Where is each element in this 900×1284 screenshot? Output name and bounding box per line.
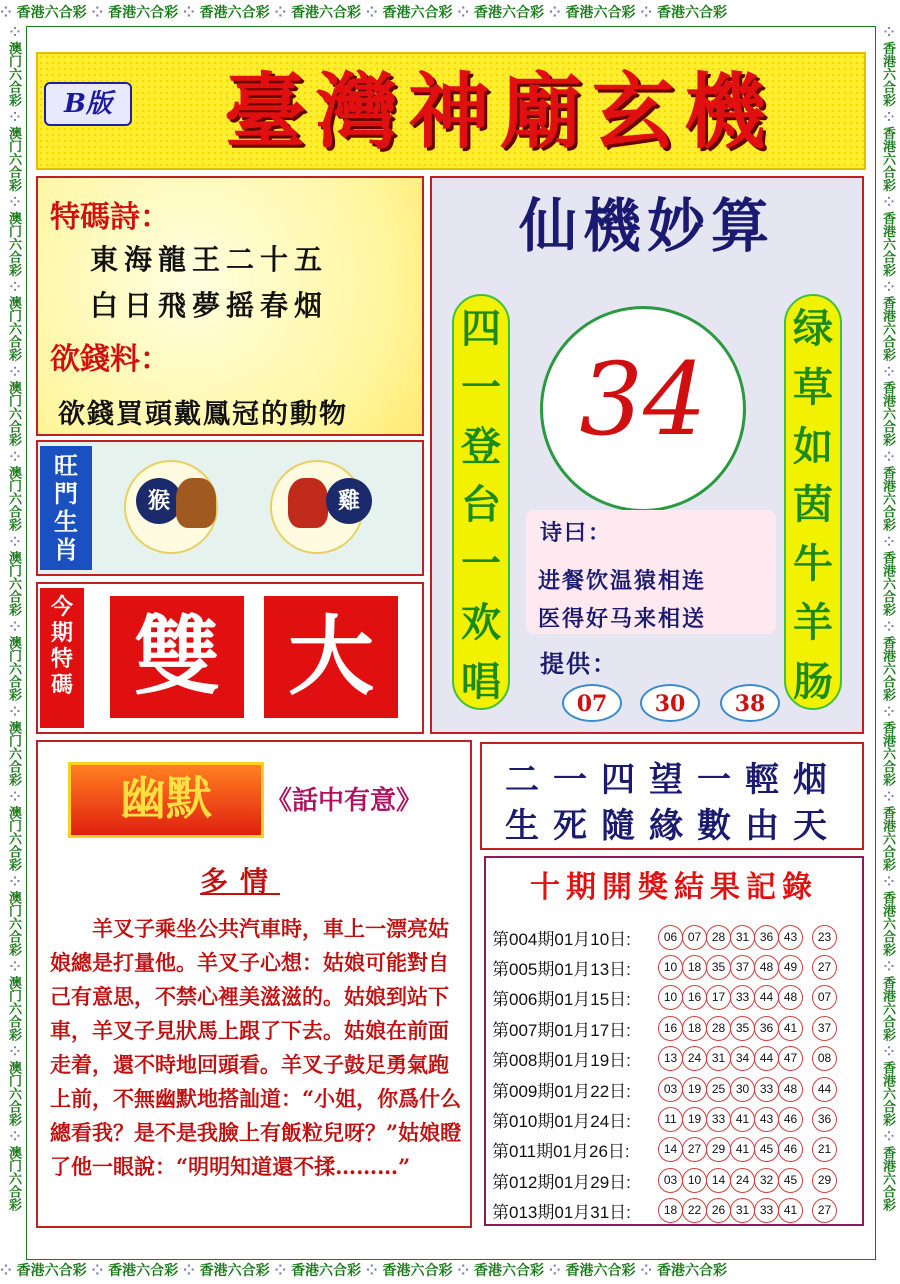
record-label: 第006期01月15日:	[492, 990, 631, 1010]
result-ball: 43	[754, 1107, 779, 1132]
frame-dots: ⁘	[0, 5, 17, 21]
prophecy-line-1: 二一四望一輕烟	[505, 760, 841, 800]
tag-char: 特	[50, 646, 73, 672]
result-ball: 48	[778, 1077, 803, 1102]
result-ball: 06	[658, 925, 683, 950]
record-label: 第010期01月24日:	[492, 1111, 631, 1131]
frame-dots: ⁘	[880, 531, 895, 552]
poem-line-2: 白日飛夢摇春烟	[90, 289, 329, 322]
tag-char: 今	[50, 594, 73, 620]
poem-line-1: 東海龍王二十五	[90, 243, 329, 276]
special-ball: 08	[812, 1046, 837, 1071]
frame-brand-text: 香港六合彩	[199, 1263, 270, 1279]
frame-dots: ⁘	[880, 106, 895, 127]
rooster-ball: 雞	[326, 478, 372, 524]
special-ball: 23	[812, 925, 837, 950]
story-text: 羊叉子乘坐公共汽車時，車上一漂亮姑娘總是打量他。羊叉子心想：姑娘可能對自己有意思，不禁心裡美滋滋的。姑娘到站下車，羊叉子見狀馬上跟了下去。姑娘在前面走着，還不時地回頭看。羊叉子鼓足勇氣跑上前，不無幽默地搭訕道：“小姐，你爲什么總看我？是不是我臉上有飯粒兒呀？”姑娘瞪了他一眼說：“明明知道還不揉………”	[50, 916, 462, 1179]
tag-char: 門	[54, 479, 78, 508]
record-row	[492, 1104, 862, 1134]
riddle-line: 欲錢買頭戴鳳冠的動物	[58, 399, 348, 430]
record-label: 第007期01月17日:	[492, 1020, 631, 1040]
record-label: 第005期01月13日:	[492, 959, 631, 979]
frame-brand-text: 香港六合彩	[16, 5, 87, 21]
frame-dots: ⁘	[880, 276, 895, 297]
frame-brand-text: 香港六合彩	[880, 636, 895, 702]
story-title: 多情	[200, 865, 281, 898]
frame-brand-text: 香港六合彩	[880, 806, 895, 871]
result-ball: 16	[658, 1016, 683, 1041]
frame-dots: ⁘	[880, 446, 895, 467]
frame-dots: ⁘	[452, 5, 475, 21]
frame-dots: ⁘	[6, 701, 21, 722]
frame-brand-text: 澳门六合彩	[6, 381, 21, 447]
frame-brand-text: 香港六合彩	[16, 1263, 87, 1279]
frame-dots: ⁘	[880, 871, 895, 891]
poem-label: 特碼詩：	[50, 200, 170, 235]
record-label: 第008期01月19日:	[492, 1051, 631, 1071]
record-row	[492, 1013, 862, 1043]
frame-dots: ⁘	[880, 616, 895, 637]
lucky-zodiac-tag	[40, 446, 92, 570]
record-label: 第012期01月29日:	[492, 1172, 631, 1192]
frame-brand-text: 香港六合彩	[880, 721, 895, 787]
result-ball: 31	[706, 1046, 731, 1071]
result-ball: 49	[778, 955, 803, 980]
special-ball: 29	[812, 1168, 837, 1193]
result-ball: 25	[706, 1077, 731, 1102]
frame-brand-text: 香港六合彩	[291, 1263, 362, 1279]
prophecy-line-2: 生死隨緣數由天	[505, 806, 841, 846]
bottom-brand-strip	[0, 1258, 900, 1284]
left-verse-pill	[452, 294, 510, 710]
frame-brand-text: 香港六合彩	[565, 5, 636, 21]
result-ball: 30	[730, 1077, 755, 1102]
frame-brand-text: 香港六合彩	[474, 5, 545, 21]
frame-brand-text: 澳门六合彩	[6, 211, 21, 277]
frame-dots: ⁘	[178, 1263, 200, 1279]
record-row	[492, 922, 862, 952]
verse-char: 一	[461, 363, 501, 411]
frame-brand-text: 澳门六合彩	[6, 1145, 21, 1211]
frame-brand-text: 香港六合彩	[880, 890, 895, 956]
rooster-icon	[288, 478, 328, 528]
frame-dots: ⁘	[6, 26, 21, 42]
tag-char: 肖	[54, 535, 78, 564]
verse-char: 绿	[793, 304, 833, 352]
frame-dots: ⁘	[0, 1263, 17, 1279]
special-number-tag	[40, 588, 84, 728]
result-ball: 46	[778, 1107, 803, 1132]
frame-brand-text: 香港六合彩	[382, 1263, 453, 1279]
fortune-title: 仙機妙算	[518, 192, 775, 260]
frame-brand-text: 澳门六合彩	[6, 41, 21, 107]
result-ball: 33	[754, 1077, 779, 1102]
result-ball: 14	[658, 1137, 683, 1162]
frame-brand-text: 香港六合彩	[199, 5, 270, 21]
result-ball: 41	[730, 1137, 755, 1162]
verse-char: 四	[461, 304, 501, 352]
result-ball: 41	[730, 1107, 755, 1132]
result-ball: 35	[706, 955, 731, 980]
result-ball: 28	[706, 1016, 731, 1041]
center-number: 34	[579, 341, 707, 458]
special-ball: 27	[812, 1198, 837, 1223]
result-ball: 10	[658, 955, 683, 980]
record-row	[492, 1074, 862, 1104]
monkey-ball: 猴	[136, 478, 182, 524]
verse-char: 欢	[461, 599, 501, 647]
result-ball: 22	[682, 1198, 707, 1223]
special-ball: 21	[812, 1137, 837, 1162]
record-row	[492, 983, 862, 1013]
provided-number: 38	[720, 684, 780, 722]
frame-brand-text: 香港六合彩	[657, 5, 727, 21]
tag-char: 生	[54, 507, 78, 536]
result-ball: 31	[730, 925, 755, 950]
frame-dots: ⁘	[6, 106, 21, 127]
verse-char: 登	[461, 422, 501, 470]
result-ball: 45	[778, 1168, 803, 1193]
verse-line-1: 进餐饮温猿相连	[538, 568, 707, 594]
result-ball: 03	[658, 1077, 683, 1102]
frame-dots: ⁘	[6, 1040, 21, 1061]
frame-dots: ⁘	[635, 1263, 657, 1279]
record-row	[492, 952, 862, 982]
result-ball: 13	[658, 1046, 683, 1071]
frame-dots: ⁘	[178, 5, 200, 21]
result-ball: 19	[682, 1077, 707, 1102]
frame-dots: ⁘	[6, 191, 21, 212]
frame-brand-text: 香港六合彩	[880, 1060, 895, 1126]
result-ball: 03	[658, 1168, 683, 1193]
frame-dots: ⁘	[635, 5, 657, 21]
record-label: 第009期01月22日:	[492, 1081, 631, 1101]
frame-dots: ⁘	[880, 191, 895, 212]
top-brand-strip	[0, 0, 900, 26]
frame-brand-text: 香港六合彩	[880, 296, 895, 362]
result-ball: 16	[682, 985, 707, 1010]
frame-dots: ⁘	[6, 276, 21, 297]
result-ball: 31	[730, 1198, 755, 1223]
frame-dots: ⁘	[6, 955, 21, 976]
humor-tag: 幽默	[68, 762, 264, 838]
frame-brand-text: 香港六合彩	[880, 1145, 895, 1211]
frame-brand-text: 澳门六合彩	[6, 721, 21, 787]
result-ball: 35	[730, 1016, 755, 1041]
record-row	[492, 1135, 862, 1165]
special-ball: 37	[812, 1016, 837, 1041]
result-ball: 10	[658, 985, 683, 1010]
frame-dots: ⁘	[361, 1263, 383, 1279]
special-char-big: 大	[264, 596, 398, 718]
result-ball: 44	[754, 1046, 779, 1071]
result-ball: 41	[778, 1016, 803, 1041]
frame-brand-text: 香港六合彩	[108, 5, 179, 21]
frame-brand-text: 香港六合彩	[108, 1263, 179, 1279]
frame-brand-text: 澳门六合彩	[6, 466, 21, 532]
result-ball: 07	[682, 925, 707, 950]
result-ball: 14	[706, 1168, 731, 1193]
frame-dots: ⁘	[6, 1125, 21, 1146]
verse-char: 草	[793, 363, 833, 411]
special-ball: 27	[812, 955, 837, 980]
riddle-label: 欲錢料：	[50, 342, 170, 377]
results-title: 十期開獎結果記錄	[530, 870, 818, 905]
result-ball: 48	[754, 955, 779, 980]
frame-brand-text: 香港六合彩	[291, 5, 362, 21]
frame-dots: ⁘	[880, 786, 895, 806]
result-ball: 48	[778, 985, 803, 1010]
result-ball: 29	[706, 1137, 731, 1162]
provided-number: 07	[562, 684, 622, 722]
frame-brand-text: 澳门六合彩	[6, 806, 21, 871]
result-ball: 36	[754, 925, 779, 950]
frame-brand-text: 香港六合彩	[880, 381, 895, 447]
result-ball: 18	[682, 955, 707, 980]
humor-subtitle: 《話中有意》	[266, 786, 423, 816]
result-ball: 19	[682, 1107, 707, 1132]
special-ball: 07	[812, 985, 837, 1010]
frame-dots: ⁘	[6, 786, 21, 806]
result-ball: 10	[682, 1168, 707, 1193]
frame-brand-text: 澳门六合彩	[6, 1060, 21, 1126]
frame-dots: ⁘	[880, 955, 895, 976]
result-ball: 28	[706, 925, 731, 950]
frame-dots: ⁘	[544, 1263, 566, 1279]
record-row	[492, 1044, 862, 1074]
tag-char: 期	[50, 620, 73, 646]
verse-char: 唱	[461, 657, 501, 705]
frame-brand-text: 香港六合彩	[565, 1263, 636, 1279]
result-ball: 27	[682, 1137, 707, 1162]
frame-dots: ⁘	[880, 701, 895, 722]
result-ball: 17	[706, 985, 731, 1010]
result-ball: 18	[682, 1016, 707, 1041]
verse-line-2: 医得好马来相送	[538, 606, 707, 632]
frame-brand-text: 澳门六合彩	[6, 296, 21, 362]
frame-dots: ⁘	[544, 5, 566, 21]
result-ball: 41	[778, 1198, 803, 1223]
record-row	[492, 1196, 862, 1226]
result-ball: 26	[706, 1198, 731, 1223]
result-ball: 24	[682, 1046, 707, 1071]
frame-dots: ⁘	[880, 26, 895, 42]
verse-char: 茵	[793, 481, 833, 529]
frame-brand-text: 澳门六合彩	[6, 975, 21, 1041]
result-ball: 43	[778, 925, 803, 950]
result-ball: 45	[754, 1137, 779, 1162]
result-ball: 18	[658, 1198, 683, 1223]
frame-dots: ⁘	[880, 1040, 895, 1061]
version-badge: B版	[44, 82, 132, 126]
special-ball: 44	[812, 1077, 837, 1102]
result-ball: 33	[730, 985, 755, 1010]
result-ball: 34	[730, 1046, 755, 1071]
frame-dots: ⁘	[6, 446, 21, 467]
frame-brand-text: 香港六合彩	[880, 551, 895, 617]
left-brand-strip	[0, 26, 26, 1258]
result-ball: 36	[754, 1016, 779, 1041]
result-ball: 24	[730, 1168, 755, 1193]
result-ball: 47	[778, 1046, 803, 1071]
right-verse-pill	[784, 294, 842, 710]
result-ball: 37	[730, 955, 755, 980]
frame-dots: ⁘	[6, 361, 21, 382]
tag-char: 旺	[54, 451, 78, 480]
record-label: 第004期01月10日:	[492, 929, 631, 949]
verse-label: 诗曰：	[540, 520, 613, 546]
frame-brand-text: 香港六合彩	[880, 975, 895, 1041]
record-label: 第011期01月26日:	[492, 1142, 630, 1162]
provided-number: 30	[640, 684, 700, 722]
frame-dots: ⁘	[880, 1125, 895, 1146]
frame-dots: ⁘	[452, 1263, 475, 1279]
record-row	[492, 1165, 862, 1195]
provide-label: 提供：	[540, 649, 618, 678]
monkey-icon	[176, 478, 216, 528]
record-label: 第013期01月31日:	[492, 1203, 631, 1223]
result-ball: 32	[754, 1168, 779, 1193]
frame-dots: ⁘	[269, 5, 292, 21]
result-ball: 46	[778, 1137, 803, 1162]
verse-char: 肠	[793, 657, 833, 705]
frame-brand-text: 澳门六合彩	[6, 636, 21, 702]
frame-brand-text: 香港六合彩	[880, 211, 895, 277]
right-brand-strip	[874, 26, 900, 1258]
frame-brand-text: 香港六合彩	[880, 41, 895, 107]
frame-brand-text: 香港六合彩	[657, 1263, 727, 1279]
frame-dots: ⁘	[6, 871, 21, 891]
frame-brand-text: 香港六合彩	[880, 126, 895, 192]
result-ball: 33	[706, 1107, 731, 1132]
result-ball: 11	[658, 1107, 683, 1132]
frame-brand-text: 香港六合彩	[474, 1263, 545, 1279]
frame-dots: ⁘	[6, 616, 21, 637]
special-ball: 36	[812, 1107, 837, 1132]
tag-char: 碼	[50, 672, 73, 698]
frame-dots: ⁘	[86, 5, 109, 21]
frame-dots: ⁘	[269, 1263, 292, 1279]
result-ball: 44	[754, 985, 779, 1010]
special-char-double: 雙	[110, 596, 244, 718]
frame-brand-text: 澳门六合彩	[6, 890, 21, 956]
verse-char: 如	[793, 422, 833, 470]
frame-dots: ⁘	[880, 361, 895, 382]
verse-char: 台	[461, 481, 501, 529]
frame-dots: ⁘	[86, 1263, 109, 1279]
verse-char: 一	[461, 540, 501, 588]
frame-dots: ⁘	[6, 531, 21, 552]
frame-brand-text: 香港六合彩	[382, 5, 453, 21]
verse-char: 牛	[793, 540, 833, 588]
frame-brand-text: 澳门六合彩	[6, 551, 21, 617]
frame-brand-text: 澳门六合彩	[6, 126, 21, 192]
result-ball: 33	[754, 1198, 779, 1223]
frame-dots: ⁘	[361, 5, 383, 21]
frame-brand-text: 香港六合彩	[880, 466, 895, 532]
verse-char: 羊	[793, 599, 833, 647]
page-title: 臺灣神廟玄機	[223, 64, 776, 160]
